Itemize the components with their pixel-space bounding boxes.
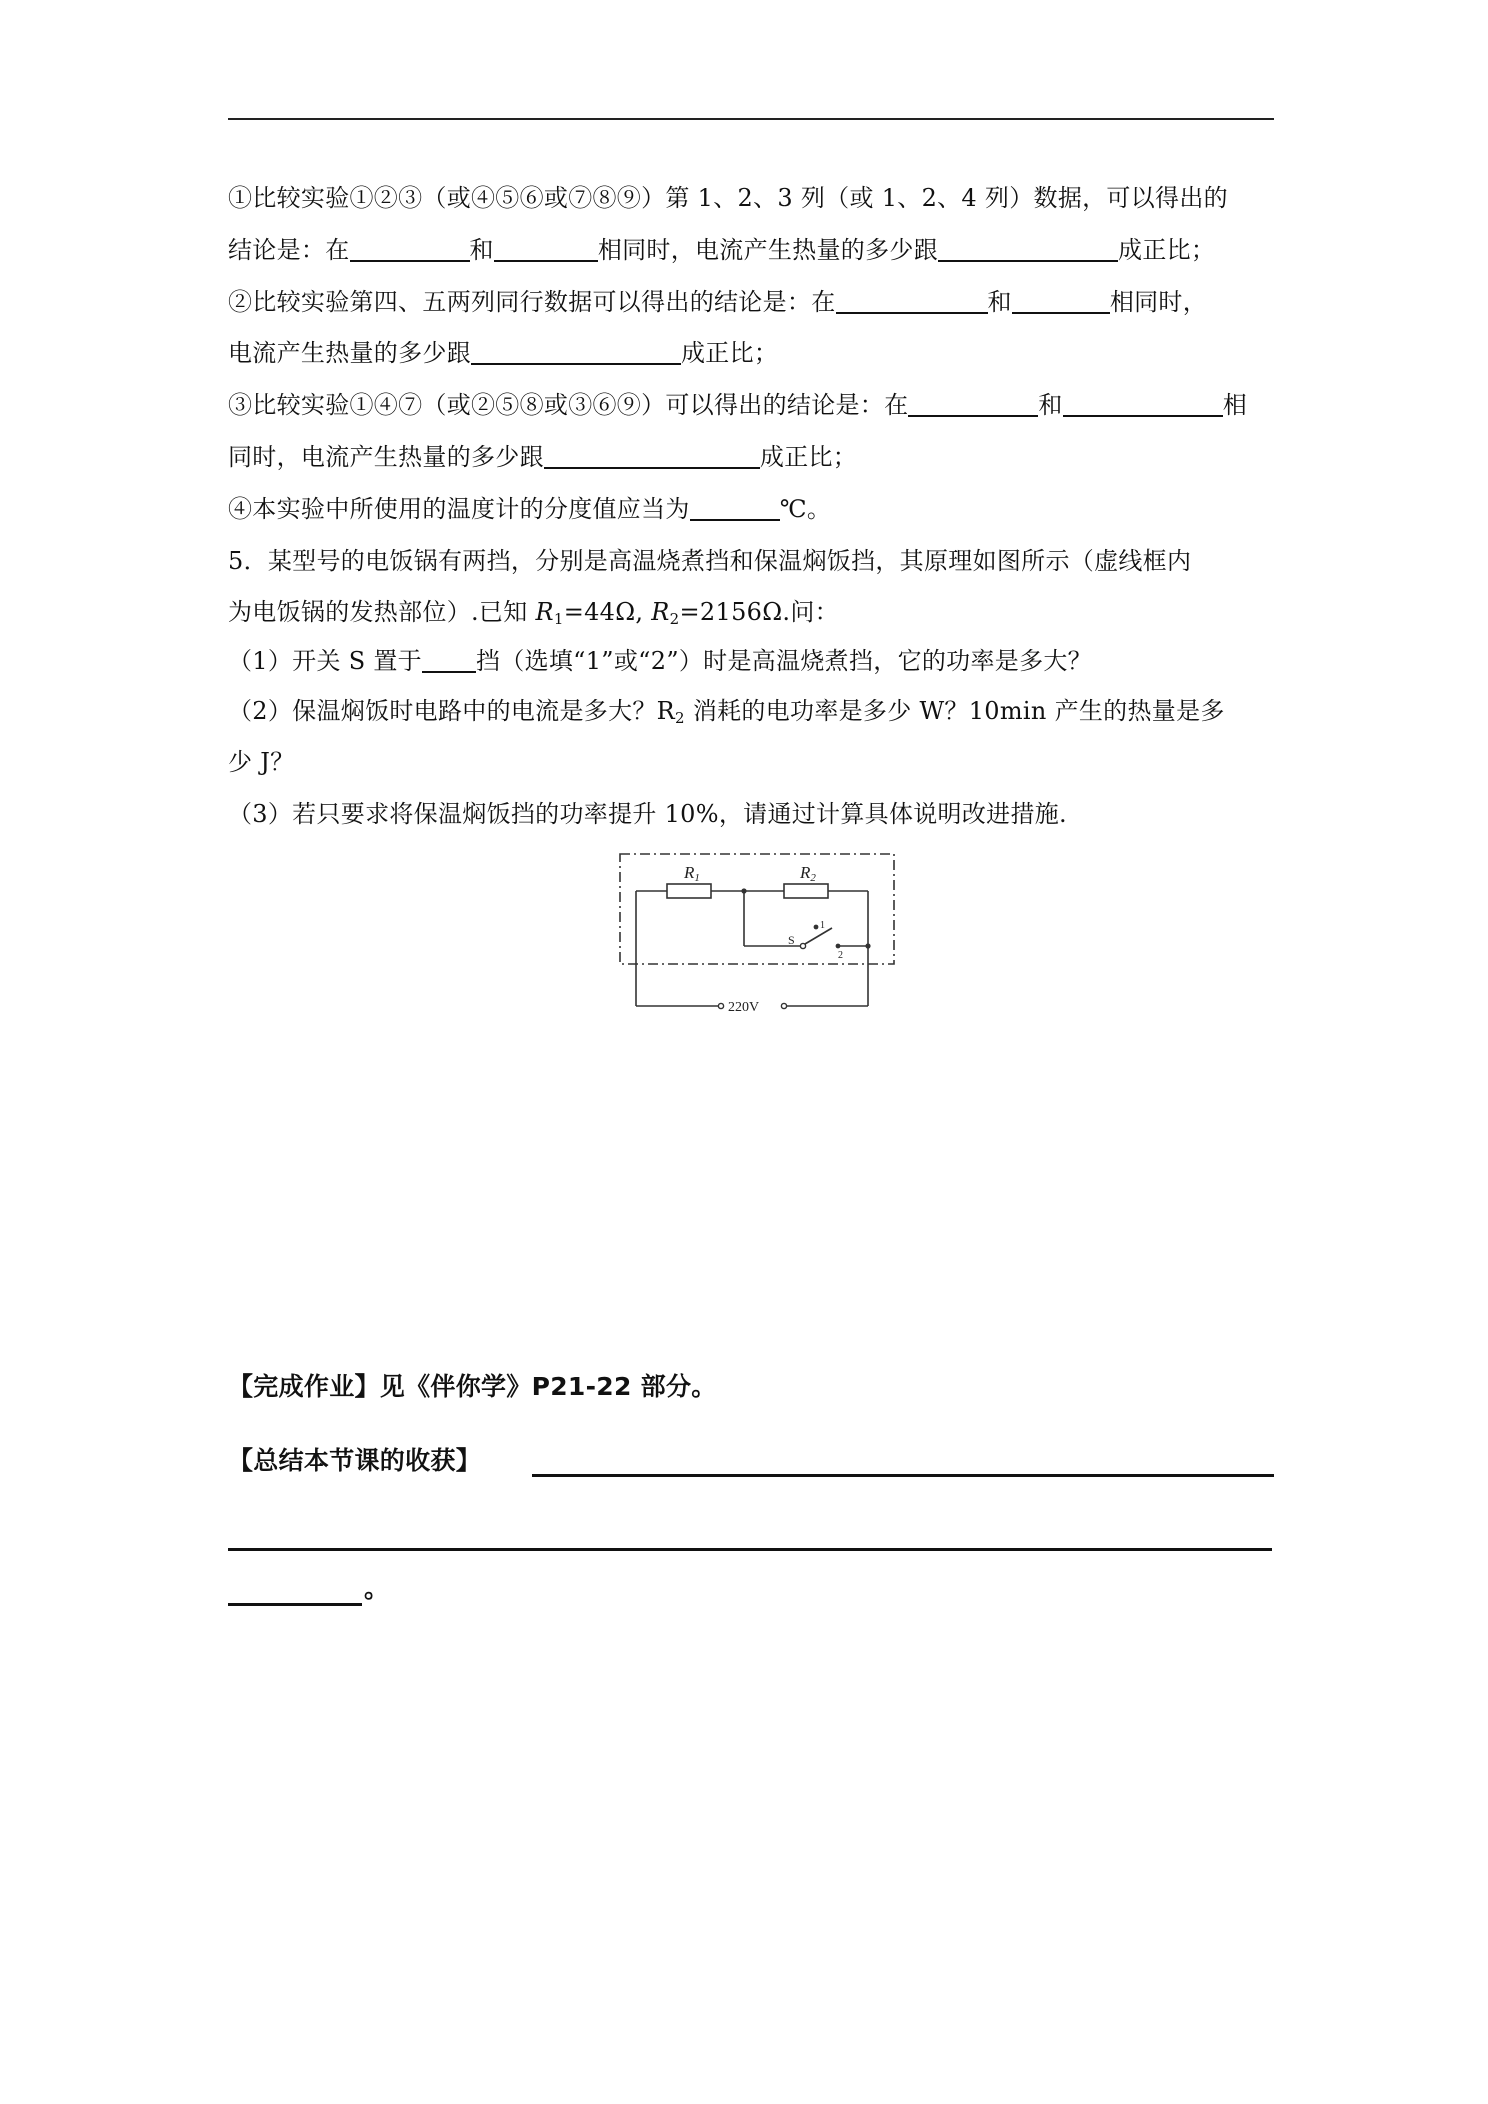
symbol: R bbox=[535, 598, 554, 626]
text: 和 bbox=[987, 288, 1012, 316]
conclusion-line-4 bbox=[228, 336, 778, 370]
contact-1 bbox=[814, 925, 819, 930]
subscript: 2 bbox=[669, 610, 680, 628]
conclusion-line-3 bbox=[228, 285, 1207, 319]
answer-blank[interactable] bbox=[690, 493, 780, 521]
terminal bbox=[781, 1003, 786, 1008]
question-3 bbox=[228, 797, 1067, 831]
conclusion-line-6 bbox=[228, 440, 857, 474]
text: （1）开关 S 置于 bbox=[228, 647, 422, 675]
summary-label bbox=[228, 1444, 481, 1478]
question-2 bbox=[228, 694, 1225, 728]
terminal bbox=[718, 1003, 723, 1008]
answer-blank[interactable] bbox=[1063, 389, 1223, 417]
summary-end bbox=[364, 1572, 389, 1606]
text: （2）保温焖饭时电路中的电流是多大？R bbox=[228, 697, 676, 725]
text: 相 bbox=[1222, 391, 1248, 419]
conclusion-line-7 bbox=[228, 492, 831, 526]
junction-dot bbox=[865, 943, 870, 948]
conclusion-line-5 bbox=[228, 388, 1247, 422]
text: 消耗的电功率是多少 W？10min 产生的热量是多 bbox=[684, 697, 1225, 725]
label-voltage: 220V bbox=[728, 1000, 760, 1015]
label-r2: R2 bbox=[800, 863, 816, 884]
label-r1: R1 bbox=[684, 863, 700, 884]
text: 相同时， bbox=[1109, 288, 1208, 316]
text: ℃。 bbox=[779, 495, 832, 523]
subscript: 1 bbox=[553, 610, 564, 628]
text: 成正比； bbox=[681, 339, 779, 367]
subscript: 2 bbox=[675, 709, 685, 727]
answer-blank[interactable] bbox=[422, 645, 476, 673]
switch-s bbox=[805, 928, 832, 944]
text: 同时，电流产生热量的多少跟 bbox=[228, 443, 544, 471]
header-rule bbox=[228, 118, 1274, 120]
text: 少 J？ bbox=[228, 748, 295, 776]
text: ③比较实验①④⑦（或②⑤⑧或③⑥⑨）可以得出的结论是：在 bbox=[228, 391, 909, 419]
question-2-cont bbox=[228, 745, 294, 779]
summary-blank-3[interactable] bbox=[228, 1603, 362, 1606]
answer-blank[interactable] bbox=[908, 389, 1038, 417]
text: 和 bbox=[1038, 391, 1063, 419]
answer-blank[interactable] bbox=[938, 234, 1118, 262]
answer-blank[interactable] bbox=[350, 234, 470, 262]
conclusion-line-1 bbox=[228, 181, 1228, 215]
text: 。 bbox=[364, 1574, 390, 1603]
answer-blank[interactable] bbox=[836, 286, 988, 314]
homework-line bbox=[228, 1370, 717, 1404]
text: 成正比； bbox=[759, 443, 858, 471]
resistor-r2 bbox=[784, 884, 828, 898]
problem-5-line-1 bbox=[228, 544, 1191, 578]
text: （3）若只要求将保温焖饭挡的功率提升 10%，请通过计算具体说明改进措施. bbox=[228, 800, 1067, 828]
symbol: R bbox=[651, 598, 670, 626]
answer-blank[interactable] bbox=[1012, 286, 1110, 314]
text: =44Ω, bbox=[563, 598, 652, 626]
resistor-r1 bbox=[667, 884, 711, 898]
text: ②比较实验第四、五两列同行数据可以得出的结论是：在 bbox=[228, 288, 836, 316]
text: 和 bbox=[469, 236, 494, 264]
label-contact-2: 2 bbox=[838, 950, 843, 961]
label-switch: S bbox=[788, 933, 795, 947]
label-contact-1: 1 bbox=[820, 920, 825, 931]
text: 【完成作业】见《伴你学》P21-22 部分。 bbox=[228, 1372, 717, 1401]
text: =2156Ω.问： bbox=[679, 598, 839, 626]
switch-pivot bbox=[800, 943, 805, 948]
text: ④本实验中所使用的温度计的分度值应当为 bbox=[228, 495, 690, 523]
answer-blank[interactable] bbox=[544, 441, 760, 469]
summary-blank-2[interactable] bbox=[228, 1548, 1272, 1551]
problem-5-line-2 bbox=[228, 595, 839, 629]
text: 5．某型号的电饭锅有两挡，分别是高温烧煮挡和保温焖饭挡，其原理如图所示（虚线框内 bbox=[228, 547, 1192, 575]
text: 相同时，电流产生热量的多少跟 bbox=[597, 236, 939, 264]
heating-section-box bbox=[620, 854, 894, 964]
circuit-diagram bbox=[610, 848, 910, 1018]
text: 挡（选填“1”或“2”）时是高温烧煮挡，它的功率是多大？ bbox=[475, 647, 1092, 675]
text: 成正比； bbox=[1118, 236, 1216, 264]
text: 结论是：在 bbox=[228, 236, 350, 264]
answer-blank[interactable] bbox=[471, 337, 681, 365]
question-1 bbox=[228, 644, 1092, 678]
text: 【总结本节课的收获】 bbox=[228, 1446, 482, 1475]
answer-blank[interactable] bbox=[494, 234, 598, 262]
text: 为电饭锅的发热部位）.已知 bbox=[228, 598, 536, 626]
text: ①比较实验①②③（或④⑤⑥或⑦⑧⑨）第 1、2、3 列（或 1、2、4 列）数据，可以得出的 bbox=[228, 184, 1228, 212]
text: 电流产生热量的多少跟 bbox=[228, 339, 471, 367]
summary-blank-1[interactable] bbox=[532, 1474, 1274, 1477]
conclusion-line-2 bbox=[228, 233, 1215, 267]
